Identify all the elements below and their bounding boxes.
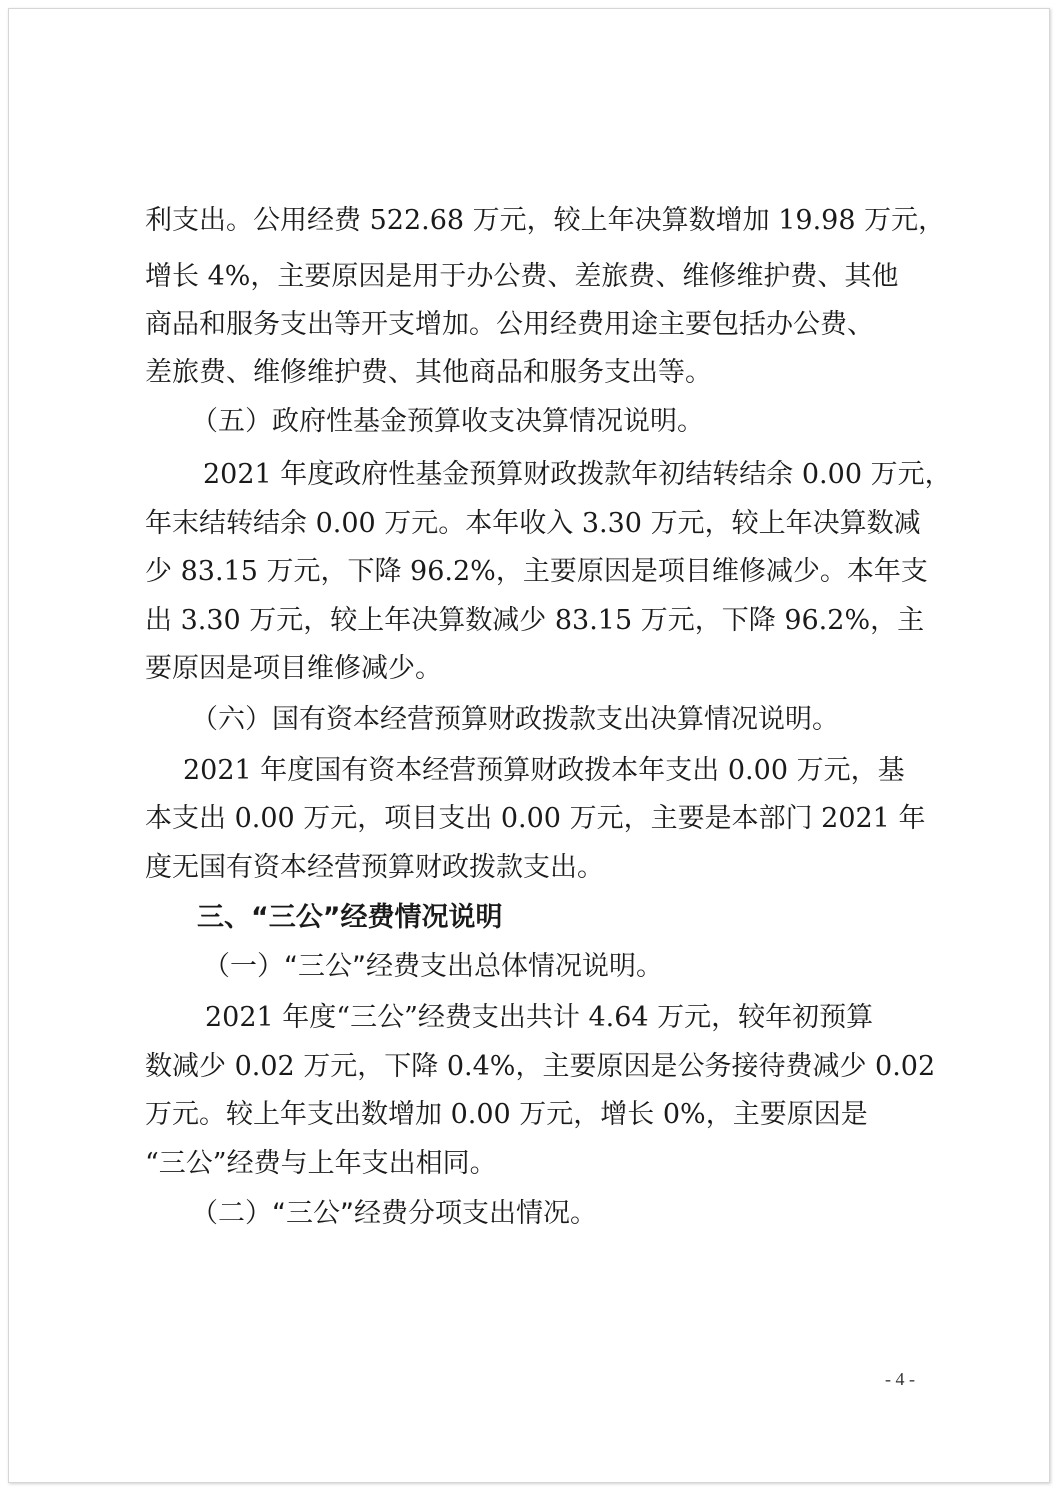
paragraph-line: 数减少 0.02 万元，下降 0.4%，主要原因是公务接待费减少 0.02	[145, 1051, 936, 1082]
paragraph-line: 2021 年度政府性基金预算财政拨款年初结转结余 0.00 万元，	[203, 459, 952, 490]
paragraph-line: 要原因是项目维修减少。	[145, 653, 442, 684]
paragraph-line: 万元。较上年支出数增加 0.00 万元，增长 0%，主要原因是	[145, 1099, 868, 1130]
paragraph-line: 度无国有资本经营预算财政拨款支出。	[145, 852, 604, 883]
subsection-heading-one: （一）“三公”经费支出总体情况说明。	[203, 951, 663, 982]
paragraph-line: 商品和服务支出等开支增加。公用经费用途主要包括办公费、	[145, 309, 874, 340]
paragraph-line: 2021 年度“三公”经费支出共计 4.64 万元，较年初预算	[205, 1002, 874, 1033]
section-heading-six: （六）国有资本经营预算财政拨款支出决算情况说明。	[191, 704, 839, 735]
section-heading-five: （五）政府性基金预算收支决算情况说明。	[191, 406, 704, 437]
paragraph-line: “三公”经费与上年支出相同。	[145, 1148, 497, 1179]
paragraph-line: 利支出。公用经费 522.68 万元，较上年决算数增加 19.98 万元，	[145, 205, 946, 236]
paragraph-line: 年末结转结余 0.00 万元。本年收入 3.30 万元，较上年决算数减	[145, 508, 921, 539]
paragraph-line: 增长 4%，主要原因是用于办公费、差旅费、维修维护费、其他	[145, 261, 899, 292]
section-heading-three: 三、“三公”经费情况说明	[197, 902, 503, 933]
paragraph-line: 少 83.15 万元，下降 96.2%，主要原因是项目维修减少。本年支	[145, 556, 928, 587]
paragraph-line: 本支出 0.00 万元，项目支出 0.00 万元，主要是本部门 2021 年	[145, 803, 926, 834]
subsection-heading-two: （二）“三公”经费分项支出情况。	[191, 1198, 597, 1229]
paragraph-line: 出 3.30 万元，较上年决算数减少 83.15 万元，下降 96.2%，主	[145, 605, 925, 636]
document-page	[8, 8, 1050, 1483]
page-number: - 4 -	[885, 1369, 915, 1389]
paragraph-line: 差旅费、维修维护费、其他商品和服务支出等。	[145, 357, 712, 388]
paragraph-line: 2021 年度国有资本经营预算财政拨本年支出 0.00 万元，基	[183, 755, 905, 786]
